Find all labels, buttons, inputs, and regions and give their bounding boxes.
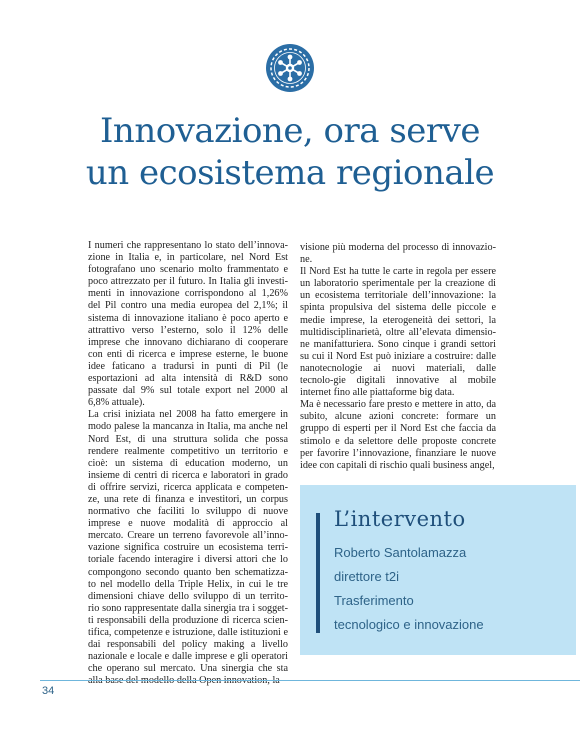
callout-title: L’intervento	[334, 507, 466, 531]
article-column-right	[300, 242, 496, 472]
author-org-line-1: Trasferimento	[334, 593, 414, 608]
body-paragraph: I numeri che rappresentano lo stato dell’innova-zione in Italia e, in particolare, nel Nord Est fotografano uno scenario molto frammentato e poco attrezzato per il futuro. In Italia gli investi-menti in innovazione corrispondono al 1,26% del Pil contro una media europea del 2,1%; il sistema di innovazione italiano è poco aperto e attrattivo verso l’esterno, solo il 12% delle imprese che innovano dichiarano di cooperare con enti di ricerca e imprese esterne, le buone idee faticano a tradursi in punti di Pil (le esportazioni ad alta intensità di R&D sono passate dal 9% sul totale export nel 2000 al 6,8% attuale).	[88, 240, 288, 409]
author-callout-box	[300, 485, 576, 655]
author-org-line-2: tecnologico e innovazione	[334, 617, 484, 632]
gear-network-icon	[265, 43, 315, 93]
article-column-left	[88, 240, 288, 687]
body-paragraph: visione più moderna del processo di innovazio-ne.	[300, 242, 496, 266]
body-paragraph: La crisi iniziata nel 2008 ha fatto emergere in modo palese la mancanza in Italia, ma anche nel Nord Est, di una struttura solida che possa rendere realmente competitivo un territorio e cioè: un sistema di education moderno, un insieme di centri di ricerca e laboratori in grado di offrire servizi, ricerca applicata e competen-ze, una rete di finanza e investitori, un corpus normativo che faciliti lo sviluppo di nuove imprese e nuove modalità di approccio al mercato. Creare un terreno favorevole all’inno-vazione significa costruire un ecosistema terri-toriale facendo interagire i diversi attori che lo compongono secondo quanto ben schematizza-to nel modello della Triple Helix, in cui le tre dimensioni chiave dello sviluppo di un territo-rio sono rappresentate dalla sinergia tra i sogget-ti responsabili della produzione di ricerca scien-tifica, competenze e istruzione, dalle istituzioni e dai responsabili del policy making a livello nazionale e locale e dalle imprese e gli operatori che operano sul mercato. Una sinergia che sta	[88, 409, 288, 675]
author-role: direttore t2i	[334, 569, 400, 584]
author-name: Roberto Santolamazza	[334, 545, 467, 560]
page-number: 34	[42, 685, 55, 697]
title-line-1: Innovazione, ora serve	[99, 111, 481, 151]
body-paragraph: Ma è necessario fare presto e mettere in atto, da subito, alcune azioni concrete: formare un gruppo di esperti per il Nord Est che faccia da stimolo e da selettore delle proposte concrete per favorire l’innovazione, finanziare le nuove idee con capitali di rischio quali business angel,	[300, 399, 496, 471]
article-title	[60, 110, 520, 194]
title-line-2: un ecosistema regionale	[85, 153, 495, 193]
body-paragraph: Il Nord Est ha tutte le carte in regola per essere un laboratorio sperimentale per la creazione di un ecosistema territoriale dell’innovazione: la spinta propulsiva del sistema delle piccole e medie imprese, la eterogeneità dei settori, la multidisciplinarietà, oltre all’elevata dimensio-ne manifatturiera. Sono cinque i grandi settori su cui il Nord Est può iniziare a costruire: dalle nanotecnologie ai nuovi materiali, dalle tecnolo-gie digitali innovative al mobile internet fino alle piattaforme big data.	[300, 266, 496, 399]
callout-accent-bar	[316, 513, 320, 633]
footer-rule	[40, 680, 580, 681]
